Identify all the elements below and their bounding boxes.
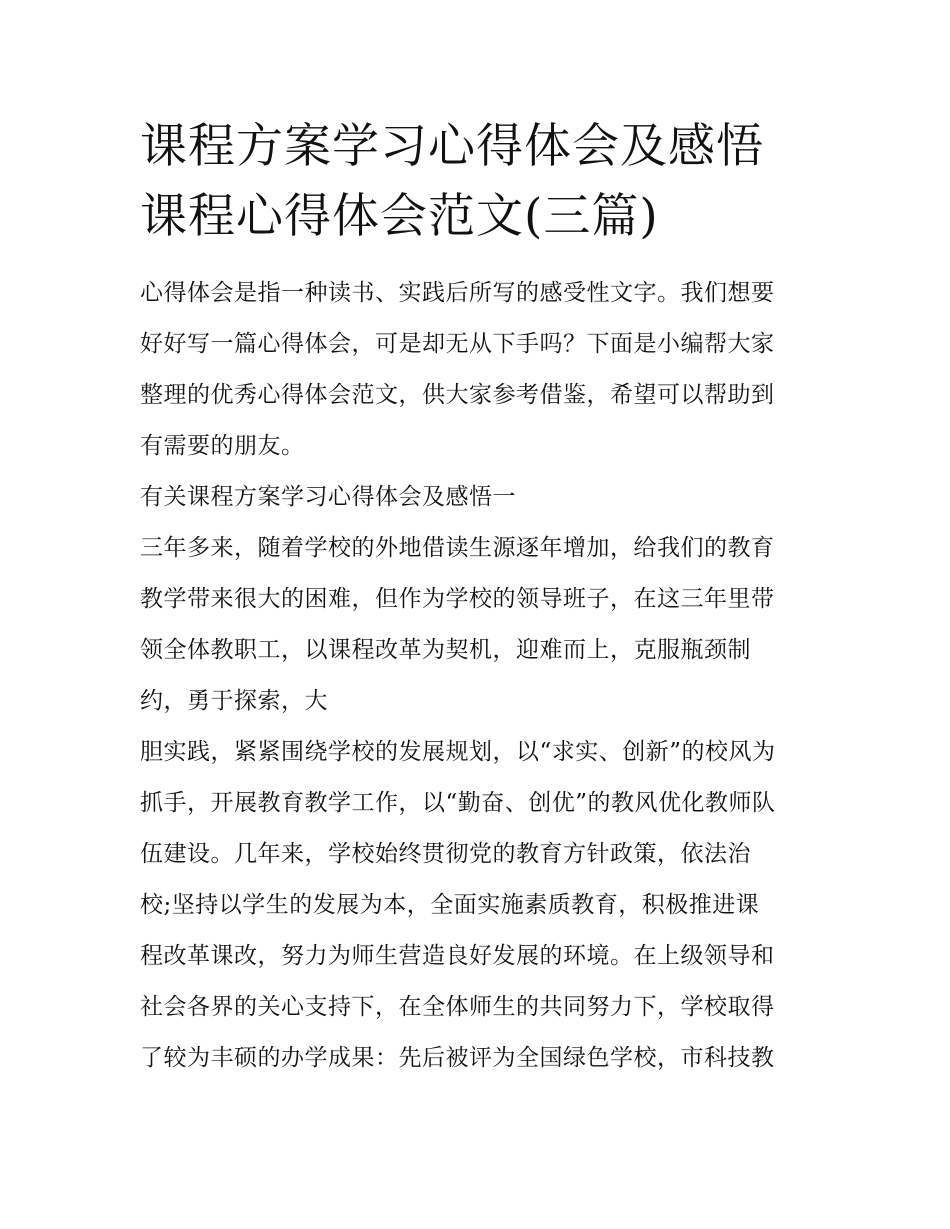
body-line: 领全体教职工，以课程改革为契机，迎难而上，克服瓶颈制 <box>140 637 751 663</box>
body-line: 胆实践，紧紧围绕学校的发展规划，以“求实、创新”的校风为 <box>140 739 776 765</box>
body-line: 整理的优秀心得体会范文，供大家参考借鉴，希望可以帮助到 <box>140 382 775 408</box>
body-line: 有需要的朋友。 <box>140 433 305 459</box>
body-line: 社会各界的关心支持下，在全体师生的共同努力下，学校取得 <box>140 994 775 1020</box>
body-line: 校;坚持以学生的发展为本，全面实施素质教育，积极推进课 <box>140 892 760 918</box>
body-line: 抓手，开展教育教学工作，以“勤奋、创优”的教风优化教师队 <box>140 790 776 816</box>
body-line: 好好写一篇心得体会，可是却无从下手吗？下面是小编帮大家 <box>140 331 775 357</box>
body-line: 三年多来，随着学校的外地借读生源逐年增加，给我们的教育 <box>140 535 775 561</box>
body-line: 教学带来很大的困难，但作为学校的领导班子，在这三年里带 <box>140 586 775 612</box>
body-line: 约，勇于探索，大 <box>140 688 328 714</box>
body-line: 了较为丰硕的办学成果：先后被评为全国绿色学校，市科技教 <box>140 1045 775 1071</box>
document-body <box>140 268 812 1084</box>
title-line-1: 课程方案学习心得体会及感悟 <box>140 119 764 174</box>
body-line: 伍建设。几年来，学校始终贯彻党的教育方针政策，依法治 <box>140 841 751 867</box>
body-line: 程改革课改，努力为师生营造良好发展的环境。在上级领导和 <box>140 943 775 969</box>
document-content <box>140 112 812 1084</box>
document-title <box>140 112 812 252</box>
section-heading: 有关课程方案学习心得体会及感悟一 <box>140 484 516 510</box>
body-line: 心得体会是指一种读书、实践后所写的感受性文字。我们想要 <box>140 280 775 306</box>
title-line-2: 课程心得体会范文(三篇) <box>140 189 659 244</box>
